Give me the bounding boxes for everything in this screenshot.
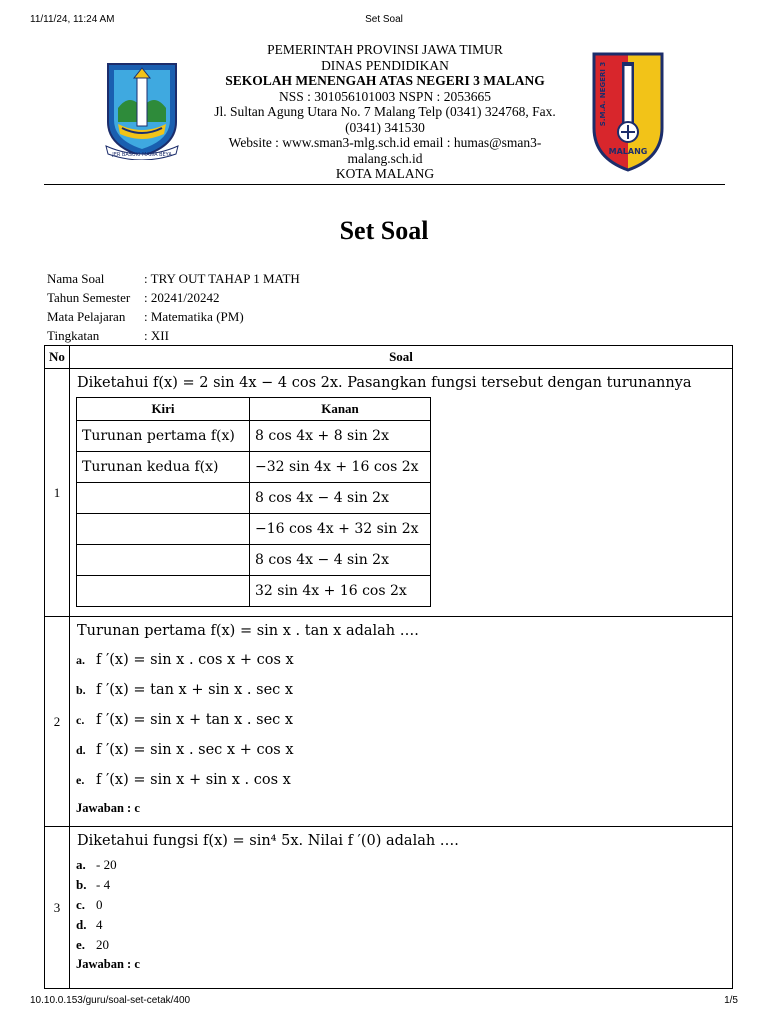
matching-right: 32 sin 4x + 16 cos 2x — [250, 576, 431, 607]
sman3-malang-logo — [588, 50, 668, 172]
answer-option — [76, 675, 726, 705]
print-url: 10.10.0.153/guru/soal-set-cetak/400 — [30, 995, 191, 1006]
question-body — [70, 369, 733, 617]
matching-row — [77, 514, 431, 545]
meta-label: Mata Pelajaran — [47, 309, 126, 324]
answer-option — [76, 915, 726, 935]
matching-left — [77, 545, 250, 576]
matching-left — [77, 483, 250, 514]
option-letter: b. — [76, 877, 87, 892]
answer-option — [76, 855, 726, 875]
option-text: - 20 — [96, 857, 117, 872]
header-soal: Soal — [70, 346, 733, 369]
matching-row — [77, 452, 431, 483]
question-text: Turunan pertama f(x) = sin x . tan x adalah …. — [77, 623, 419, 639]
letterhead — [200, 42, 570, 182]
option-text: f ′(x) = sin x + sin x . cos x — [96, 772, 291, 788]
matching-left: Turunan kedua f(x) — [77, 452, 250, 483]
matching-table — [76, 397, 431, 607]
letterhead-department: DINAS PENDIDIKAN — [321, 57, 449, 73]
crest-motto: JER BASUKI MAWA BEYA — [112, 152, 172, 158]
letterhead-government: PEMERINTAH PROVINSI JAWA TIMUR — [267, 42, 503, 57]
question-text: Diketahui fungsi f(x) = sin⁴ 5x. Nilai f ′(0) adalah …. — [77, 833, 459, 849]
option-text: f ′(x) = sin x . sec x + cos x — [96, 742, 294, 758]
question-row — [45, 827, 733, 989]
answer-option — [76, 895, 726, 915]
matching-right: −16 cos 4x + 32 sin 2x — [250, 514, 431, 545]
matching-left — [77, 514, 250, 545]
matching-header-left: Kiri — [77, 398, 250, 421]
option-text: f ′(x) = sin x + tan x . sec x — [96, 712, 294, 728]
print-page-title: Set Soal — [365, 14, 403, 25]
matching-left — [77, 576, 250, 607]
document-title: Set Soal — [339, 216, 429, 245]
question-body — [70, 617, 733, 827]
matching-row — [77, 421, 431, 452]
option-letter: c. — [76, 712, 85, 727]
matching-row — [77, 545, 431, 576]
option-letter: e. — [76, 772, 85, 787]
meta-label: Nama Soal — [47, 271, 105, 286]
matching-right: 8 cos 4x + 8 sin 2x — [250, 421, 431, 452]
matching-row — [77, 576, 431, 607]
print-footer — [30, 995, 738, 1011]
question-number: 2 — [45, 617, 70, 827]
logo-top-text: S.M.A. NEGERI 3 — [599, 61, 607, 127]
print-header — [30, 14, 738, 30]
letterhead-divider — [44, 184, 725, 185]
option-text: 4 — [96, 917, 103, 932]
letterhead-contact: Website : www.sman3-mlg.sch.id email : humas@sman3-malang.sch.id — [228, 135, 542, 166]
matching-right: 8 cos 4x − 4 sin 2x — [250, 545, 431, 576]
option-text: - 4 — [96, 877, 111, 892]
meta-value: : XII — [144, 328, 169, 343]
answer-option — [76, 935, 726, 955]
matching-row — [77, 483, 431, 514]
option-letter: d. — [76, 742, 86, 757]
option-letter: d. — [76, 917, 87, 932]
answer-key: Jawaban : c — [76, 801, 140, 815]
letterhead-city: KOTA MALANG — [335, 166, 435, 181]
question-row — [45, 369, 733, 617]
print-datetime: 11/11/24, 11:24 AM — [30, 14, 115, 25]
option-letter: e. — [76, 937, 86, 952]
question-number: 3 — [45, 827, 70, 989]
answer-option — [76, 645, 726, 675]
letterhead-school-ids: NSS : 301056101003 NSPN : 2053665 — [279, 88, 491, 104]
option-text: f ′(x) = tan x + sin x . sec x — [96, 682, 294, 698]
question-text: Diketahui f(x) = 2 sin 4x − 4 cos 2x. Pasangkan fungsi tersebut dengan turunannya — [77, 375, 692, 391]
question-body — [70, 827, 733, 989]
print-page-number: 1/5 — [724, 995, 738, 1006]
answer-option — [76, 875, 726, 895]
question-row — [45, 617, 733, 827]
option-letter: a. — [76, 857, 86, 872]
header-no: No — [45, 346, 70, 369]
letterhead-address: Jl. Sultan Agung Utara No. 7 Malang Telp (0341) 324768, Fax. (0341) 341530 — [214, 104, 556, 135]
questions-table — [44, 345, 733, 989]
answer-option — [76, 705, 726, 735]
table-header-row — [45, 346, 733, 369]
letterhead-school-name: SEKOLAH MENENGAH ATAS NEGERI 3 MALANG — [225, 73, 545, 88]
option-letter: c. — [76, 897, 86, 912]
option-letter: a. — [76, 652, 85, 667]
option-text: 0 — [96, 897, 103, 912]
matching-header-row — [77, 398, 431, 421]
matching-right: 8 cos 4x − 4 sin 2x — [250, 483, 431, 514]
option-text: 20 — [96, 937, 109, 952]
option-letter: b. — [76, 682, 86, 697]
east-java-crest-logo — [104, 62, 180, 160]
matching-right: −32 sin 4x + 16 cos 2x — [250, 452, 431, 483]
answer-option — [76, 735, 726, 765]
answer-option — [76, 765, 726, 795]
question-number: 1 — [45, 369, 70, 617]
meta-value: : Matematika (PM) — [144, 309, 244, 324]
meta-label: Tahun Semester — [47, 290, 131, 305]
option-text: f ′(x) = sin x . cos x + cos x — [96, 652, 294, 668]
meta-value: : TRY OUT TAHAP 1 MATH — [144, 271, 300, 286]
matching-left: Turunan pertama f(x) — [77, 421, 250, 452]
answer-key: Jawaban : c — [76, 957, 140, 971]
meta-value: : 20241/20242 — [144, 290, 220, 305]
logo-city-text: MALANG — [608, 147, 648, 156]
matching-header-right: Kanan — [250, 398, 431, 421]
meta-label: Tingkatan — [47, 328, 100, 343]
